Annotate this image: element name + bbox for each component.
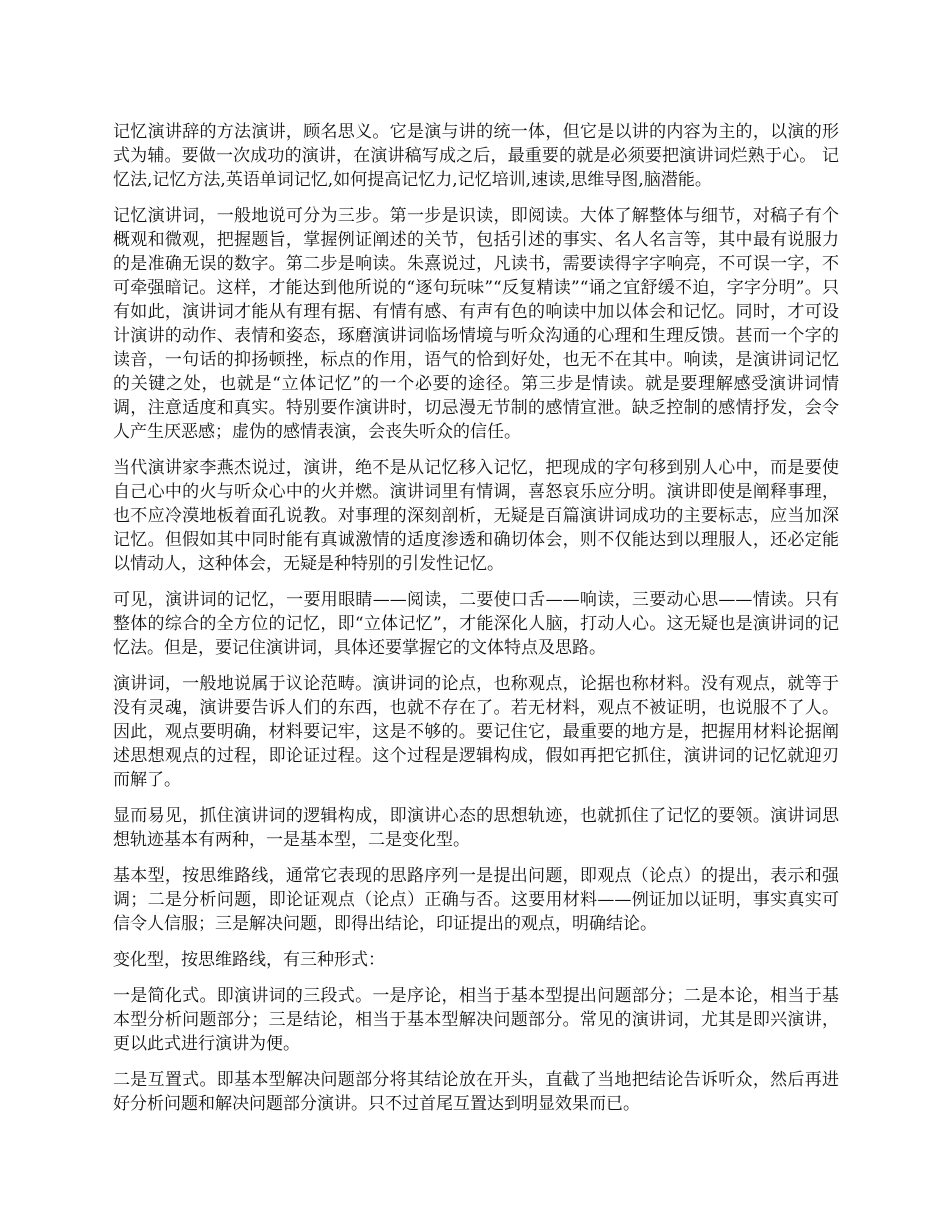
paragraph-basic-type: 基本型，按思维路线，通常它表现的思路序列一是提出问题，即观点（论点）的提出，表示和强调；二是分析问题，即论证观点（论点）正确与否。这要用材料——例证加以证明，事实真实可信令人信服；三是解决问题，即得出结论，印证提出的观点，明确结论。 (113, 866, 839, 934)
paragraph-intro: 记忆演讲辞的方法演讲，顾名思义。它是演与讲的统一体，但它是以讲的内容为主的，以演的形式为辅。要做一次成功的演讲，在演讲稿写成之后，最重要的就是必须要把演讲词烂熟于心。 记忆法,记忆方法,英语单词记忆,如何提高记忆力,记忆培训,速读,思维导图,脑潜能。 (113, 122, 839, 190)
document-page (113, 120, 839, 1128)
paragraph-logic-structure: 显而易见，抓住演讲词的逻辑构成，即演讲心态的思想轨迹，也就抓住了记忆的要领。演讲词思想轨迹基本有两种，一是基本型，二是变化型。 (113, 806, 839, 850)
paragraph-variant-type: 变化型，按思维路线，有三种形式： (113, 950, 385, 970)
paragraph-simplified-form: 一是简化式。即演讲词的三段式。一是序论，相当于基本型提出问题部分；二是本论，相当于基本型分析问题部分；三是结论，相当于基本型解决问题部分。常见的演讲词，尤其是即兴演讲，更以此式进行演讲为便。 (113, 986, 839, 1054)
paragraph-stereo-memory: 可见，演讲词的记忆，一要用眼睛——阅读，二要使口舌——响读，三要动心思——情读。只有整体的综合的全方位的记忆，即“立体记忆”，才能深化人脑，打动人心。这无疑也是演讲词的记忆法。但是，要记住演讲词，具体还要掌握它的文体特点及思路。 (113, 590, 839, 658)
paragraph-li-yanjie-quote: 当代演讲家李燕杰说过，演讲，绝不是从记忆移入记忆，把现成的字句移到别人心中，而是要使自己心中的火与听众心中的火并燃。演讲词里有情调，喜怒哀乐应分明。演讲即使是阐释事理，也不应冷漠地板着面孔说教。对事理的深刻剖析，无疑是百篇演讲词成功的主要标志，应当加深记忆。但假如其中同时能有真诚激情的适度渗透和确切体会，则不仅能达到以理服人，还必定能以情动人，这种体会，无疑是种特别的引发性记忆。 (113, 458, 839, 574)
paragraph-argument-category: 演讲词，一般地说属于议论范畴。演讲词的论点，也称观点，论据也称材料。没有观点，就等于没有灵魂，演讲要告诉人们的东西，也就不存在了。若无材料，观点不被证明，也说服不了人。因此，观点要明确，材料要记牢，这是不够的。要记住它，最重要的地方是，把握用材料论据阐述思想观点的过程，即论证过程。这个过程是逻辑构成，假如再把它抓住，演讲词的记忆就迎刃而解了。 (113, 674, 839, 790)
paragraph-three-steps: 记忆演讲词，一般地说可分为三步。第一步是识读，即阅读。大体了解整体与细节，对稿子有个概观和微观，把握题旨，掌握例证阐述的关节，包括引述的事实、名人名言等，其中最有说服力的是准确无误的数字。第二步是响读。朱熹说过，凡读书，需要读得字字响亮，不可误一字，不可牵强暗记。这样，才能达到他所说的“逐句玩味”“反复精读”“诵之宜舒缓不迫，字字分明”。只有如此，演讲词才能从有理有据、有情有感、有声有色的响读中加以体会和记忆。同时，才可设计演讲的动作、表情和姿态，琢磨演讲词临场情境与听众沟通的心理和生理反馈。甚而一个字的读音，一句话的抑扬顿挫，标点的作用，语气的恰到好处，也无不在其中。响读，是演讲词记忆的关键之处，也就是“立体记忆”的一个必要的途径。第三步是情读。就是要理解感受演讲词情调，注意适度和真实。特别要作演讲时，切忌漫无节制的感情宣泄。缺乏控制的感情抒发，会令人产生厌恶感；虚伪的感情表演，会丧失听众的信任。 (113, 206, 839, 442)
paragraph-swapped-form: 二是互置式。即基本型解决问题部分将其结论放在开头，直截了当地把结论告诉听众，然后再进好分析问题和解决问题部分演讲。只不过首尾互置达到明显效果而已。 (113, 1070, 839, 1114)
